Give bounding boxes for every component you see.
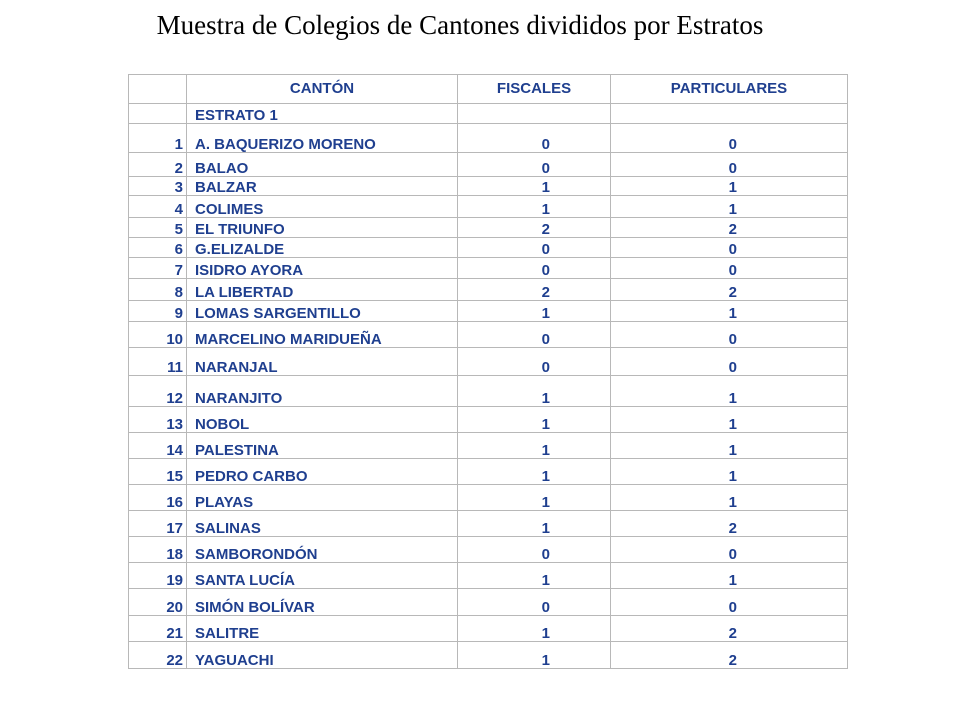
table-row	[129, 563, 848, 589]
row-particulares: 0	[611, 348, 848, 376]
row-canton: A. BAQUERIZO MORENO	[187, 124, 458, 153]
table-row	[129, 279, 848, 301]
row-fiscales: 0	[458, 258, 611, 279]
row-canton: ISIDRO AYORA	[187, 258, 458, 279]
row-fiscales: 1	[458, 196, 611, 218]
table-row	[129, 511, 848, 537]
row-canton: LOMAS SARGENTILLO	[187, 301, 458, 322]
row-fiscales: 0	[458, 322, 611, 348]
row-particulares: 0	[611, 258, 848, 279]
row-fiscales: 1	[458, 459, 611, 485]
row-fiscales: 0	[458, 348, 611, 376]
row-canton: BALAO	[187, 153, 458, 177]
row-index: 21	[129, 616, 187, 642]
table-row	[129, 376, 848, 407]
row-canton: EL TRIUNFO	[187, 218, 458, 238]
row-index: 8	[129, 279, 187, 301]
row-particulares: 1	[611, 433, 848, 459]
row-index: 6	[129, 238, 187, 258]
row-particulares: 0	[611, 238, 848, 258]
table-row	[129, 177, 848, 196]
row-fiscales: 1	[458, 616, 611, 642]
header-row	[129, 75, 848, 104]
row-canton: SALITRE	[187, 616, 458, 642]
row-particulares: 2	[611, 218, 848, 238]
row-fiscales: 2	[458, 218, 611, 238]
row-canton: PEDRO CARBO	[187, 459, 458, 485]
row-index: 14	[129, 433, 187, 459]
table-row	[129, 196, 848, 218]
row-index: 5	[129, 218, 187, 238]
row-index: 22	[129, 642, 187, 669]
header-fiscales: FISCALES	[458, 75, 611, 104]
row-fiscales: 1	[458, 485, 611, 511]
row-index: 19	[129, 563, 187, 589]
row-canton: MARCELINO MARIDUEÑA	[187, 322, 458, 348]
table-row	[129, 459, 848, 485]
row-index: 1	[129, 124, 187, 153]
row-particulares: 0	[611, 537, 848, 563]
stratum-row	[129, 104, 848, 124]
table-row	[129, 322, 848, 348]
row-index: 10	[129, 322, 187, 348]
row-canton: SAMBORONDÓN	[187, 537, 458, 563]
row-fiscales: 0	[458, 589, 611, 616]
stratum-index-cell	[129, 104, 187, 124]
row-particulares: 1	[611, 407, 848, 433]
row-canton: SALINAS	[187, 511, 458, 537]
row-index: 17	[129, 511, 187, 537]
row-canton: PALESTINA	[187, 433, 458, 459]
table-row	[129, 301, 848, 322]
row-particulares: 1	[611, 196, 848, 218]
row-particulares: 1	[611, 376, 848, 407]
header-index-cell	[129, 75, 187, 104]
row-fiscales: 1	[458, 433, 611, 459]
row-canton: YAGUACHI	[187, 642, 458, 669]
row-canton: SIMÓN BOLÍVAR	[187, 589, 458, 616]
row-canton: SANTA LUCÍA	[187, 563, 458, 589]
row-index: 11	[129, 348, 187, 376]
row-particulares: 1	[611, 563, 848, 589]
row-index: 9	[129, 301, 187, 322]
table-row	[129, 485, 848, 511]
row-index: 15	[129, 459, 187, 485]
row-particulares: 1	[611, 301, 848, 322]
header-particulares: PARTICULARES	[611, 75, 848, 104]
row-fiscales: 1	[458, 376, 611, 407]
row-fiscales: 0	[458, 124, 611, 153]
row-canton: COLIMES	[187, 196, 458, 218]
row-particulares: 0	[611, 124, 848, 153]
table-row	[129, 238, 848, 258]
row-fiscales: 1	[458, 407, 611, 433]
row-fiscales: 1	[458, 563, 611, 589]
row-particulares: 2	[611, 511, 848, 537]
table-row	[129, 348, 848, 376]
row-particulares: 2	[611, 616, 848, 642]
table-row	[129, 153, 848, 177]
row-particulares: 0	[611, 589, 848, 616]
row-index: 20	[129, 589, 187, 616]
row-canton: NARANJITO	[187, 376, 458, 407]
row-fiscales: 0	[458, 537, 611, 563]
table-row	[129, 218, 848, 238]
row-index: 18	[129, 537, 187, 563]
row-canton: NOBOL	[187, 407, 458, 433]
header-canton: CANTÓN	[187, 75, 458, 104]
row-canton: NARANJAL	[187, 348, 458, 376]
row-fiscales: 1	[458, 177, 611, 196]
row-particulares: 2	[611, 642, 848, 669]
table-row	[129, 407, 848, 433]
row-particulares: 1	[611, 485, 848, 511]
stratum-label: ESTRATO 1	[187, 104, 458, 124]
stratum-particulares-cell	[611, 104, 848, 124]
row-canton: PLAYAS	[187, 485, 458, 511]
row-particulares: 1	[611, 459, 848, 485]
table-row	[129, 258, 848, 279]
table-row	[129, 616, 848, 642]
table-body	[129, 75, 848, 669]
row-index: 13	[129, 407, 187, 433]
row-fiscales: 1	[458, 301, 611, 322]
table-row	[129, 642, 848, 669]
row-index: 7	[129, 258, 187, 279]
table-row	[129, 433, 848, 459]
row-fiscales: 0	[458, 238, 611, 258]
row-particulares: 0	[611, 153, 848, 177]
row-index: 3	[129, 177, 187, 196]
row-particulares: 0	[611, 322, 848, 348]
row-fiscales: 2	[458, 279, 611, 301]
row-particulares: 2	[611, 279, 848, 301]
row-index: 2	[129, 153, 187, 177]
row-fiscales: 1	[458, 511, 611, 537]
table-row	[129, 537, 848, 563]
row-fiscales: 1	[458, 642, 611, 669]
row-index: 12	[129, 376, 187, 407]
table-row	[129, 589, 848, 616]
row-particulares: 1	[611, 177, 848, 196]
stratum-fiscales-cell	[458, 104, 611, 124]
page-title: Muestra de Colegios de Cantones divididos por Estratos	[156, 10, 764, 40]
row-index: 16	[129, 485, 187, 511]
row-fiscales: 0	[458, 153, 611, 177]
row-canton: G.ELIZALDE	[187, 238, 458, 258]
row-index: 4	[129, 196, 187, 218]
strata-table	[128, 74, 848, 669]
row-canton: LA LIBERTAD	[187, 279, 458, 301]
row-canton: BALZAR	[187, 177, 458, 196]
table-row	[129, 124, 848, 153]
